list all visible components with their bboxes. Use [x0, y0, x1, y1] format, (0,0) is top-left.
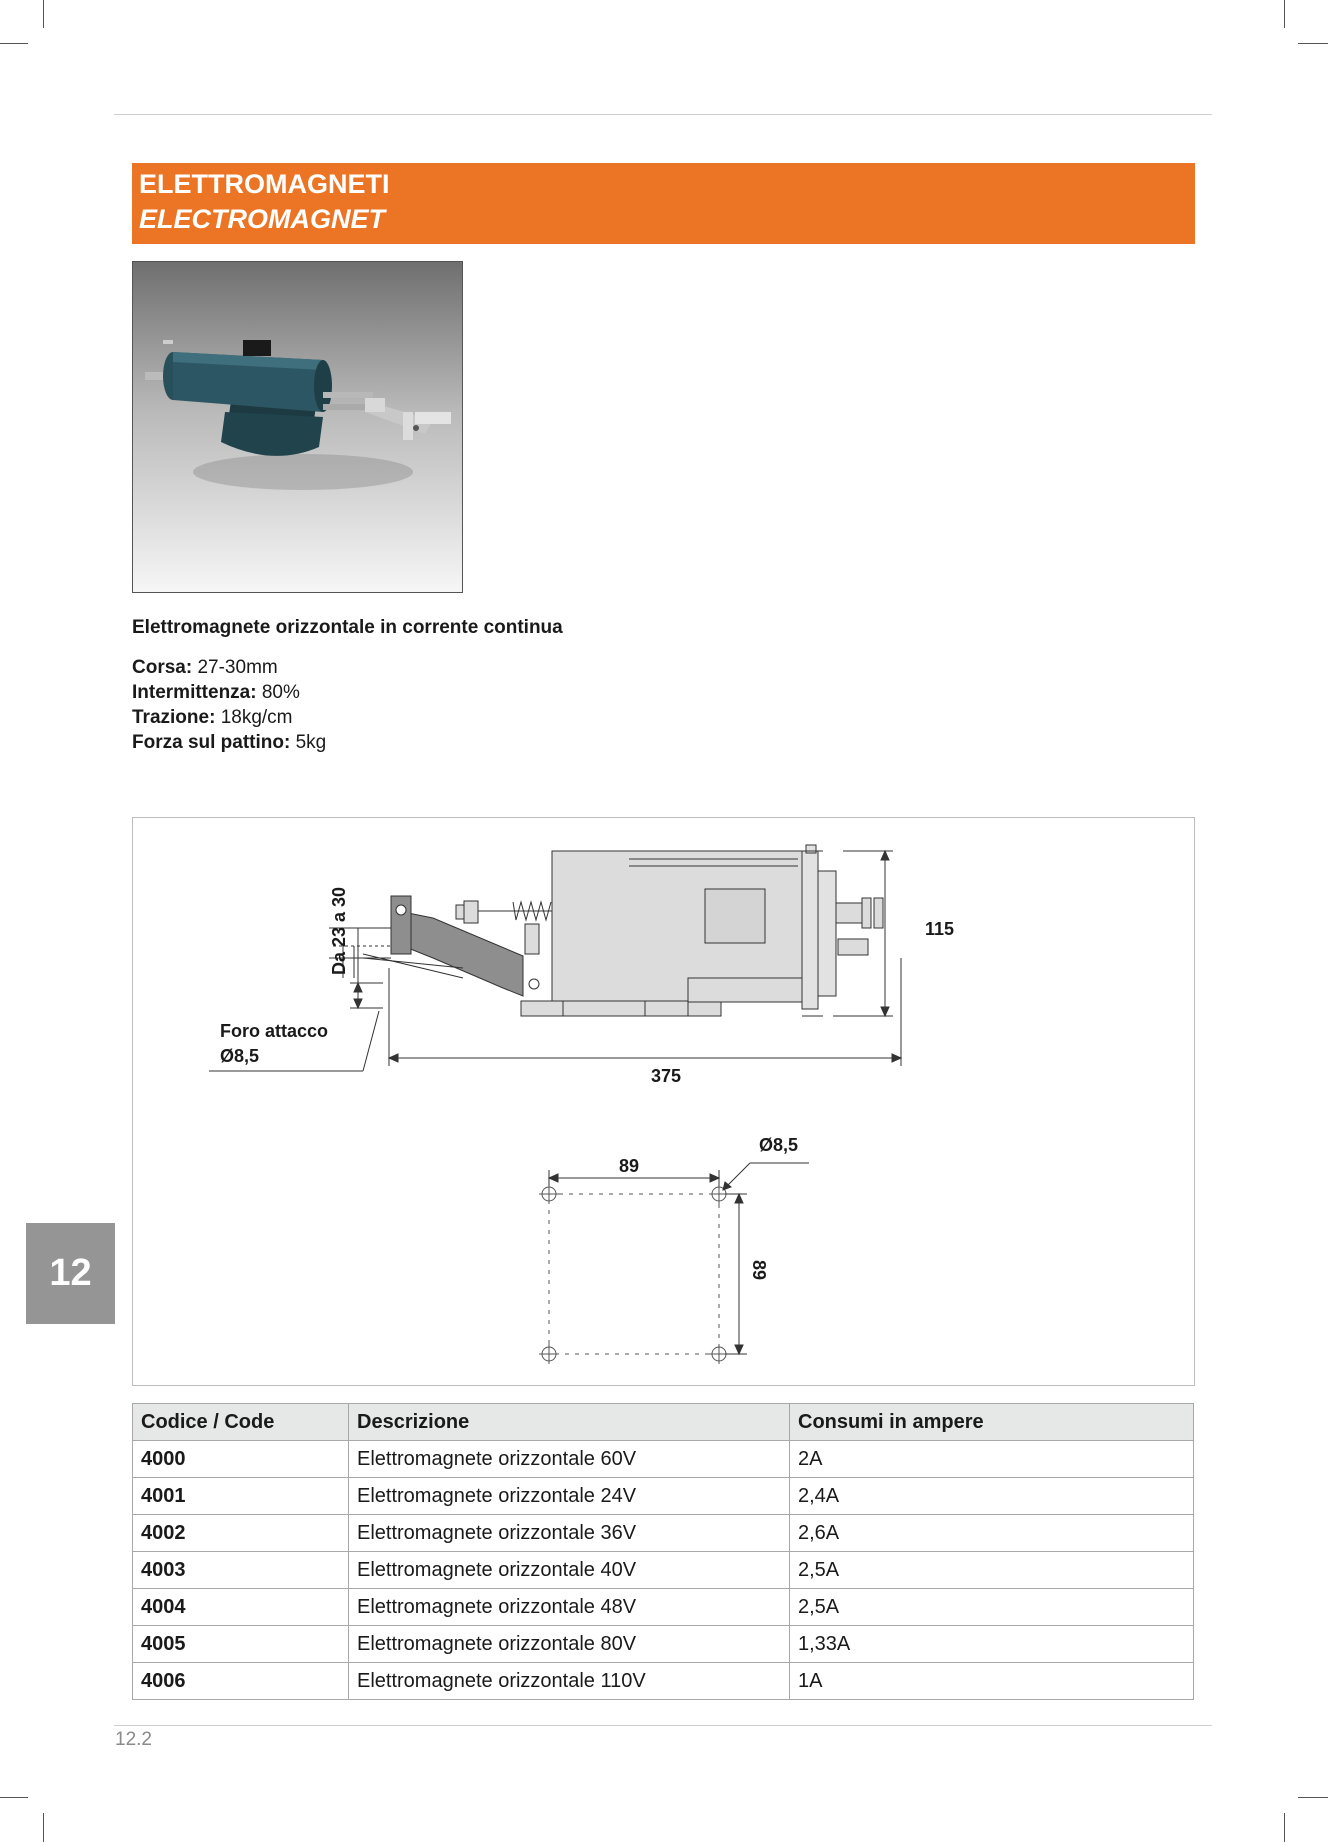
crop-mark — [0, 43, 28, 44]
spec-value: 5kg — [295, 732, 327, 753]
crop-mark — [43, 1813, 44, 1842]
top-rule — [114, 114, 1212, 115]
stroke-label: Da 23 a 30 — [329, 886, 349, 975]
code-cell: 4002 — [133, 1515, 349, 1552]
code-cell: 4001 — [133, 1478, 349, 1515]
height-dimension-label: 115 — [925, 919, 955, 939]
product-photo — [132, 261, 463, 593]
description-cell: Elettromagnete orizzontale 24V — [349, 1478, 790, 1515]
spec-line — [132, 680, 300, 705]
technical-drawing — [132, 817, 1195, 1386]
description-cell: Elettromagnete orizzontale 80V — [349, 1626, 790, 1663]
code-cell: 4003 — [133, 1552, 349, 1589]
spec-value: 18kg/cm — [220, 707, 293, 728]
spec-value: 27-30mm — [197, 657, 278, 678]
table-row — [133, 1478, 1194, 1515]
spec-label: Trazione: — [132, 707, 216, 728]
electromagnet-illustration — [133, 262, 462, 592]
column-header: Descrizione — [349, 1404, 790, 1441]
amps-cell: 2,5A — [790, 1589, 1194, 1626]
table-row — [133, 1441, 1194, 1478]
amps-cell: 2A — [790, 1441, 1194, 1478]
header-title-en: ELECTROMAGNET — [139, 204, 385, 234]
table-row — [133, 1663, 1194, 1700]
table-row — [133, 1515, 1194, 1552]
description-cell: Elettromagnete orizzontale 110V — [349, 1663, 790, 1700]
table-header-row — [133, 1404, 1194, 1441]
spec-value: 80% — [261, 682, 300, 703]
spec-line — [132, 655, 278, 680]
code-cell: 4004 — [133, 1589, 349, 1626]
spec-label: Forza sul pattino: — [132, 732, 291, 753]
description-cell: Elettromagnete orizzontale 60V — [349, 1441, 790, 1478]
spec-label: Intermittenza: — [132, 682, 257, 703]
crop-mark — [43, 0, 44, 28]
product-code-table — [132, 1403, 1194, 1700]
amps-cell: 2,4A — [790, 1478, 1194, 1515]
spec-line — [132, 705, 293, 730]
hole-label-line1: Foro attacco — [220, 1021, 329, 1041]
spec-label: Corsa: — [132, 657, 193, 678]
crop-mark — [1284, 1813, 1285, 1842]
hole-diameter-label: Ø8,5 — [759, 1135, 799, 1155]
bottom-rule — [114, 1725, 1212, 1726]
table-row — [133, 1552, 1194, 1589]
header-title-it: ELETTROMAGNETI — [139, 169, 390, 199]
vertical-spacing-label: 89 — [749, 1260, 769, 1281]
code-cell: 4006 — [133, 1663, 349, 1700]
amps-cell: 2,5A — [790, 1552, 1194, 1589]
crop-mark — [1298, 1797, 1328, 1798]
description-cell: Elettromagnete orizzontale 48V — [349, 1589, 790, 1626]
length-dimension-label: 375 — [651, 1066, 682, 1086]
description-cell: Elettromagnete orizzontale 36V — [349, 1515, 790, 1552]
hole-label-line2: Ø8,5 — [220, 1046, 260, 1066]
section-tab: 12 — [26, 1223, 115, 1324]
code-cell: 4005 — [133, 1626, 349, 1663]
description-cell: Elettromagnete orizzontale 40V — [349, 1552, 790, 1589]
table-row — [133, 1626, 1194, 1663]
dimension-drawing — [133, 818, 1194, 1385]
amps-cell: 1A — [790, 1663, 1194, 1700]
crop-mark — [0, 1797, 28, 1798]
page-number: 12.2 — [115, 1729, 152, 1750]
section-header — [132, 163, 1195, 244]
amps-cell: 1,33A — [790, 1626, 1194, 1663]
column-header: Codice / Code — [133, 1404, 349, 1441]
crop-mark — [1298, 43, 1328, 44]
table-row — [133, 1589, 1194, 1626]
spec-line — [132, 730, 326, 755]
amps-cell: 2,6A — [790, 1515, 1194, 1552]
column-header: Consumi in ampere — [790, 1404, 1194, 1441]
crop-mark — [1284, 0, 1285, 28]
code-cell: 4000 — [133, 1441, 349, 1478]
horizontal-spacing-label: 89 — [619, 1156, 640, 1176]
product-description: Elettromagnete orizzontale in corrente continua — [132, 617, 563, 638]
